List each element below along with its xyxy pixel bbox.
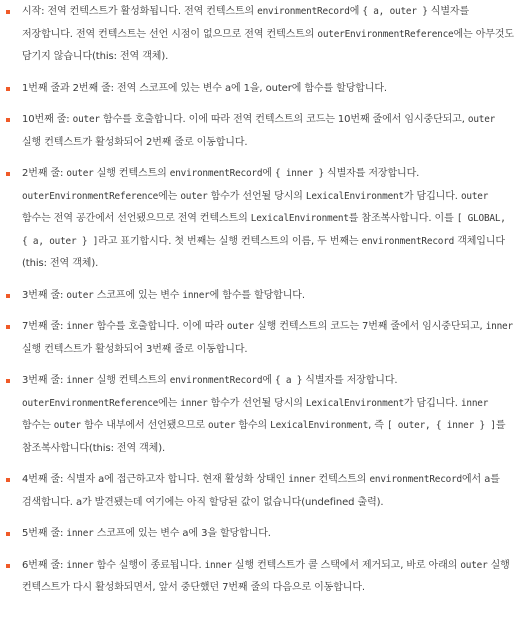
step-text: 를 참조복사합니다. 이를 <box>348 213 457 224</box>
step-item <box>0 163 518 276</box>
code-identifier: outer <box>66 289 94 301</box>
step-text: 실행 컨텍스트가 다시 활성화되면서, 앞서 중단했던 7번째 줄의 다음으로 이동합니다. <box>22 559 510 593</box>
code-identifier: environmentRecord <box>169 375 263 386</box>
code-identifier: [ GLOBAL, { a, outer } ] <box>22 213 506 247</box>
step-text: 스코프에 있는 변수 a에 3을 할당합니다. <box>93 528 271 539</box>
step-item <box>0 285 518 308</box>
code-identifier: LexicalEnvironment <box>305 397 404 409</box>
execution-steps-list <box>0 1 518 600</box>
step-text: 함수가 선언될 당시의 <box>207 190 306 202</box>
step-text: 에서 a를 검색합니다. a가 발견됐는데 여기에는 아직 할당된 값이 없습니다(undefined 출력). <box>22 474 500 508</box>
step-text: , 즉 <box>368 420 387 431</box>
step-text: 식별자를 저장합니다. <box>302 375 398 386</box>
code-identifier: environmentRecord <box>257 6 350 17</box>
code-identifier: inner <box>180 397 208 409</box>
code-identifier: outer <box>460 190 489 202</box>
step-text: 실행 컨텍스트가 콜 스택에서 제거되고, 바로 아래의 <box>231 559 461 571</box>
step-text: 4번째 줄: 식별자 a에 접근하고자 합니다. 현재 활성화 상태인 <box>22 474 289 485</box>
step-text: 스코프에 있는 변수 <box>93 289 183 301</box>
step-text: 에 <box>262 168 275 179</box>
code-identifier: outer <box>460 559 488 571</box>
step-text: 5번째 줄: <box>22 528 67 539</box>
code-identifier: outer <box>226 321 255 332</box>
step-item <box>0 370 518 460</box>
code-identifier: outer <box>53 420 81 431</box>
step-text: 함수는 <box>22 420 54 431</box>
step-text: 라고 표기합시다. 첫 번째는 실행 컨텍스트의 이름, 두 번째는 <box>98 235 362 247</box>
step-text: 실행 컨텍스트의 <box>93 375 170 386</box>
step-text: 함수를 호출합니다. 이에 따라 전역 컨텍스트의 코드는 10번째 줄에서 임시중단되고, <box>99 114 468 125</box>
code-identifier: environmentRecord <box>369 474 462 485</box>
step-text: 에 함수를 할당합니다. <box>209 289 305 301</box>
step-item <box>0 316 518 361</box>
code-identifier: outer <box>180 190 208 202</box>
code-identifier: [ outer, { inner } ] <box>386 420 496 431</box>
step-text: 객체입니다(this: 전역 객체). <box>22 235 505 269</box>
step-text: 에는 <box>158 397 181 409</box>
code-identifier: environmentRecord <box>169 168 263 179</box>
step-text: 1번째 줄과 2번째 줄: 전역 스코프에 있는 변수 a에 1을, outer에 함수를 할당합니다. <box>22 82 388 94</box>
code-identifier: outerEnvironmentReference <box>317 28 454 40</box>
code-identifier: environmentRecord <box>361 235 455 247</box>
code-identifier: outerEnvironmentReference <box>22 190 159 202</box>
step-text: 함수 실행이 종료됩니다. <box>93 559 205 571</box>
code-identifier: outer <box>208 420 236 431</box>
step-text: 함수를 호출합니다. 이에 따라 <box>93 321 227 332</box>
step-item <box>0 469 518 514</box>
step-text: 에는 아무것도 담기지 않습니다(this: 전역 객체). <box>22 28 514 62</box>
step-text: 를 참조복사합니다(this: 전역 객체). <box>22 420 506 454</box>
code-identifier: inner <box>66 559 94 571</box>
step-text: 식별자를 저장합니다. <box>323 168 420 179</box>
step-text: 함수의 <box>235 420 271 431</box>
step-item <box>0 78 518 101</box>
step-text: 식별자를 저장합니다. 전역 컨텍스트는 선언 시점이 없으므로 전역 컨텍스트의 <box>22 6 470 40</box>
code-identifier: inner <box>66 375 94 386</box>
step-text: 에는 <box>158 190 181 202</box>
step-text: 2번째 줄: <box>22 168 67 179</box>
code-identifier: inner <box>204 559 232 571</box>
step-text: 10번째 줄: <box>22 114 73 125</box>
step-text: 실행 컨텍스트의 <box>93 168 170 179</box>
code-identifier: inner <box>182 289 210 301</box>
code-identifier: outer <box>66 168 94 179</box>
step-text: 컨텍스트의 <box>315 474 370 485</box>
step-text: 함수가 선언될 당시의 <box>207 397 306 409</box>
code-identifier: inner <box>66 528 94 539</box>
step-text: 함수 내부에서 선언됐으므로 <box>81 420 209 431</box>
step-text: 실행 컨텍스트가 활성화되어 2번째 줄로 이동합니다. <box>22 136 248 148</box>
code-identifier: inner <box>288 474 316 485</box>
code-identifier: inner <box>460 397 489 409</box>
code-identifier: LexicalEnvironment <box>305 190 404 202</box>
code-identifier: inner <box>485 321 513 332</box>
step-text: 7번째 줄: <box>22 321 67 332</box>
step-item <box>0 555 518 600</box>
step-text: 함수는 전역 공간에서 선언됐으므로 전역 컨텍스트의 <box>22 213 251 224</box>
code-identifier: { a, outer } <box>362 6 428 17</box>
step-text: 가 담깁니다. <box>403 397 461 409</box>
code-identifier: LexicalEnvironment <box>250 213 349 224</box>
step-item <box>0 1 518 69</box>
code-identifier: outerEnvironmentReference <box>22 397 159 409</box>
step-text: 3번째 줄: <box>22 289 67 301</box>
step-text: 실행 컨텍스트의 코드는 7번째 줄에서 임시중단되고, <box>254 321 486 332</box>
step-text: 실행 컨텍스트가 활성화되어 3번째 줄로 이동합니다. <box>22 343 248 355</box>
step-item <box>0 523 518 546</box>
code-identifier: inner <box>66 321 94 332</box>
code-identifier: { inner } <box>274 168 324 179</box>
code-identifier: LexicalEnvironment <box>270 420 369 431</box>
step-item <box>0 109 518 154</box>
step-text: 에 <box>262 375 275 386</box>
step-text: 에 <box>349 6 363 17</box>
step-text: 가 담깁니다. <box>403 190 461 202</box>
code-identifier: outer <box>72 114 100 125</box>
step-text: 6번째 줄: <box>22 559 67 571</box>
step-text: 시작: 전역 컨텍스트가 활성화됩니다. 전역 컨텍스트의 <box>22 6 258 17</box>
code-identifier: { a } <box>274 375 303 386</box>
step-text: 3번째 줄: <box>22 375 67 386</box>
code-identifier: outer <box>467 114 496 125</box>
